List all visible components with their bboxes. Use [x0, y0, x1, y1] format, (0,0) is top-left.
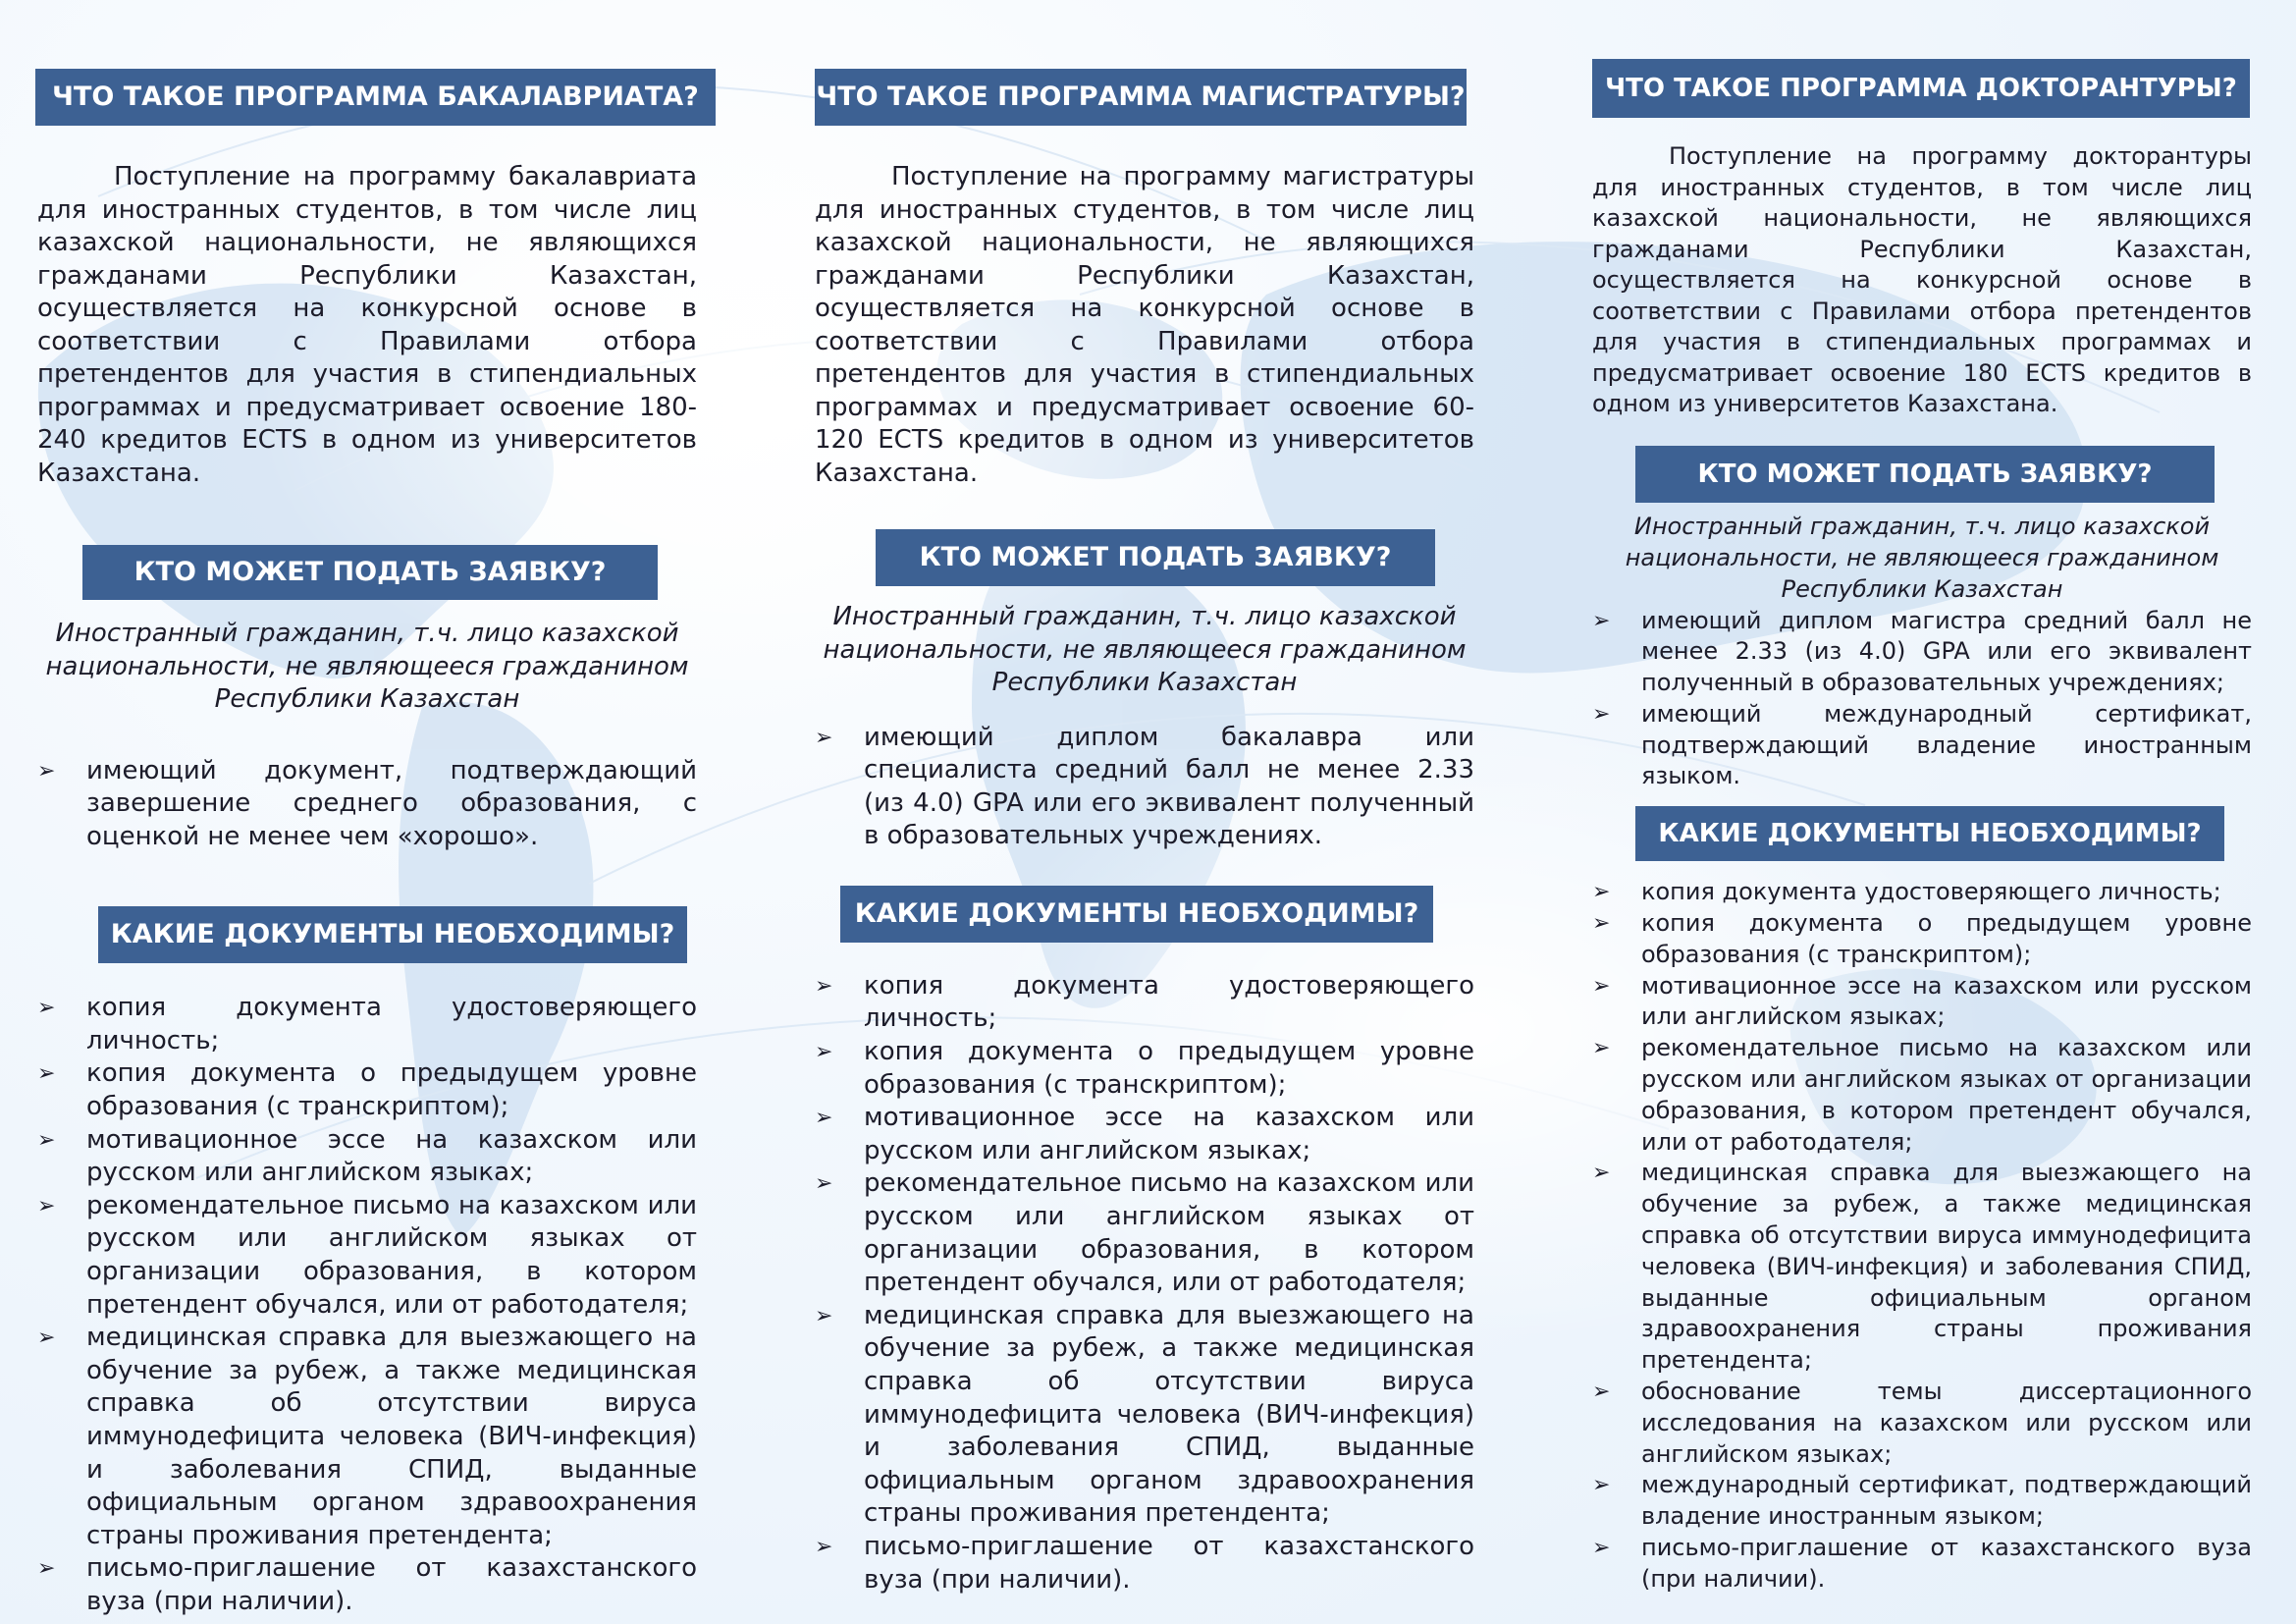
arrow-bullet-icon: ➢	[37, 1326, 56, 1351]
list-item: ➢ рекомендательное письмо на казахском или русском или английском языках от организации образования, в котором претендент обучался, или от работодателя;	[815, 1168, 1474, 1298]
requirements-list	[37, 755, 697, 854]
section-header-who: КТО МОЖЕТ ПОДАТЬ ЗАЯВКУ?	[1635, 446, 2215, 503]
list-item: ➢ письмо-приглашение от казахстанского вуза (при наличии).	[37, 1553, 697, 1616]
section-header-what: ЧТО ТАКОЕ ПРОГРАММА БАКАЛАВРИАТА?	[35, 69, 716, 126]
arrow-bullet-icon: ➢	[37, 1127, 56, 1153]
requirements-list	[1592, 606, 2252, 793]
column-doctorate	[1592, 59, 2252, 1596]
arrow-bullet-icon: ➢	[37, 1556, 56, 1582]
intro-text: Поступление на программу бакалавриата для иностранных студентов, в том числе лиц казахской национальности, не являющихся гражданами Республики Казахстан, осуществляется на конкурсной основе в соответствии с Правилами отбора претендентов для участия в стипендиальных программах и предусматривает освоение 180-240 кредитов ECTS в одном из университетов Казахстана.	[37, 162, 697, 488]
who-description: Иностранный гражданин, т.ч. лицо казахской национальности, не являющееся гражданином Республики Казахстан	[45, 619, 689, 714]
documents-list	[815, 970, 1474, 1597]
requirements-list	[815, 722, 1474, 853]
list-item: ➢ письмо-приглашение от казахстанского вуза (при наличии).	[1592, 1534, 2252, 1593]
arrow-bullet-icon: ➢	[1592, 701, 1611, 727]
documents-list	[37, 992, 697, 1618]
list-item: ➢ копия документа удостоверяющего личность;	[1592, 877, 2252, 908]
section-header-docs: КАКИЕ ДОКУМЕНТЫ НЕОБХОДИМЫ?	[840, 886, 1433, 943]
arrow-bullet-icon: ➢	[37, 758, 56, 784]
intro-text: Поступление на программу магистратуры для иностранных студентов, в том числе лиц казахской национальности, не являющихся гражданами Республики Казахстан, осуществляется на конкурсной основе в соответствии с Правилами отбора претендентов для участия в стипендиальных программах и предусматривает освоение 60-120 ECTS кредитов в одном из университетов Казахстана.	[815, 162, 1474, 488]
list-item: ➢ копия документа удостоверяющего личность;	[815, 970, 1474, 1034]
who-description: Иностранный гражданин, т.ч. лицо казахской национальности, не являющееся гражданином Республики Казахстан	[1625, 512, 2219, 603]
arrow-bullet-icon: ➢	[815, 1303, 833, 1328]
section-header-docs: КАКИЕ ДОКУМЕНТЫ НЕОБХОДИМЫ?	[98, 906, 687, 963]
arrow-bullet-icon: ➢	[1592, 1161, 1611, 1186]
arrow-bullet-icon: ➢	[37, 1061, 56, 1087]
arrow-bullet-icon: ➢	[815, 1106, 833, 1131]
arrow-bullet-icon: ➢	[1592, 1380, 1611, 1405]
arrow-bullet-icon: ➢	[815, 1040, 833, 1065]
list-item: ➢ имеющий диплом магистра средний балл не менее 2.33 (из 4.0) GPA или его эквивалент полученный в образовательных учреждениях;	[1592, 606, 2252, 697]
list-item: ➢ копия документа о предыдущем уровне образования (с транскриптом);	[1592, 909, 2252, 968]
arrow-bullet-icon: ➢	[1592, 911, 1611, 937]
list-item: ➢ имеющий документ, подтверждающий завершение среднего образования, с оценкой не менее чем «хорошо».	[37, 755, 697, 851]
arrow-bullet-icon: ➢	[1592, 1036, 1611, 1061]
list-item: ➢ международный сертификат, подтверждающий владение иностранным языком;	[1592, 1471, 2252, 1531]
list-item: ➢ рекомендательное письмо на казахском или русском или английском языках от организации образования, в котором претендент обучался, или от работодателя;	[37, 1190, 697, 1320]
list-item: ➢ медицинская справка для выезжающего на обучение за рубеж, а также медицинская справка об отсутствии вируса иммунодефицита человека (ВИЧ-инфекция) и заболевания СПИД, выданные официальным органом здравоохранения страны проживания претендента;	[1592, 1159, 2252, 1375]
arrow-bullet-icon: ➢	[1592, 1473, 1611, 1498]
list-item: ➢ копия документа о предыдущем уровне образования (с транскриптом);	[37, 1058, 697, 1122]
section-header-what: ЧТО ТАКОЕ ПРОГРАММА ДОКТОРАНТУРЫ?	[1592, 59, 2250, 118]
list-item: ➢ имеющий международный сертификат, подтверждающий владение иностранным языком.	[1592, 699, 2252, 790]
list-item: ➢ медицинская справка для выезжающего на обучение за рубеж, а также медицинская справка об отсутствии вируса иммунодефицита человека (ВИЧ-инфекция) и заболевания СПИД, выданные официальным органом здравоохранения страны проживания претендента;	[815, 1300, 1474, 1529]
section-header-who: КТО МОЖЕТ ПОДАТЬ ЗАЯВКУ?	[876, 529, 1435, 586]
arrow-bullet-icon: ➢	[37, 996, 56, 1021]
list-item: ➢ копия документа о предыдущем уровне образования (с транскриптом);	[815, 1037, 1474, 1100]
arrow-bullet-icon: ➢	[815, 1171, 833, 1197]
arrow-bullet-icon: ➢	[1592, 973, 1611, 999]
arrow-bullet-icon: ➢	[815, 725, 833, 750]
list-item: ➢ имеющий диплом бакалавра или специалиста средний балл не менее 2.33 (из 4.0) GPA или его эквивалент полученный в образовательных учреждениях.	[815, 722, 1474, 851]
list-item: ➢ письмо-приглашение от казахстанского вуза (при наличии).	[815, 1531, 1474, 1595]
arrow-bullet-icon: ➢	[1592, 1536, 1611, 1561]
section-header-docs: КАКИЕ ДОКУМЕНТЫ НЕОБХОДИМЫ?	[1635, 806, 2224, 861]
list-item: ➢ медицинская справка для выезжающего на обучение за рубеж, а также медицинская справка об отсутствии вируса иммунодефицита человека (ВИЧ-инфекция) и заболевания СПИД, выданные официальным органом здравоохранения страны проживания претендента;	[37, 1323, 697, 1550]
arrow-bullet-icon: ➢	[1592, 608, 1611, 633]
section-header-who: КТО МОЖЕТ ПОДАТЬ ЗАЯВКУ?	[82, 545, 658, 600]
list-item: ➢ рекомендательное письмо на казахском или русском или английском языках от организации образования, в котором претендент обучался, или от работодателя;	[1592, 1034, 2252, 1156]
column-master	[815, 69, 1474, 1597]
section-header-what: ЧТО ТАКОЕ ПРОГРАММА МАГИСТРАТУРЫ?	[815, 69, 1467, 126]
intro-text: Поступление на программу докторантуры для иностранных студентов, в том числе лиц казахской национальности, не являющихся гражданами Республики Казахстан, осуществляется на конкурсной основе в соответствии с Правилами отбора претендентов для участия в стипендиальных программах и предусматривает освоение 180 ECTS кредитов в одном из университетов Казахстана.	[1592, 142, 2252, 417]
list-item: ➢ копия документа удостоверяющего личность;	[37, 993, 697, 1056]
documents-list	[1592, 877, 2252, 1595]
list-item: ➢ мотивационное эссе на казахском или русском или английском языках;	[1592, 971, 2252, 1031]
list-item: ➢ обоснование темы диссертационного исследования на казахском или русском или английском языках;	[1592, 1378, 2252, 1468]
list-item: ➢ мотивационное эссе на казахском или русском или английском языках;	[815, 1103, 1474, 1165]
arrow-bullet-icon: ➢	[815, 973, 833, 999]
arrow-bullet-icon: ➢	[815, 1534, 833, 1559]
list-item: ➢ мотивационное эссе на казахском или русском или английском языках;	[37, 1124, 697, 1188]
who-description: Иностранный гражданин, т.ч. лицо казахской национальности, не являющееся гражданином Республики Казахстан	[823, 602, 1467, 697]
arrow-bullet-icon: ➢	[1592, 880, 1611, 905]
column-bachelor	[37, 69, 697, 1619]
arrow-bullet-icon: ➢	[37, 1193, 56, 1218]
